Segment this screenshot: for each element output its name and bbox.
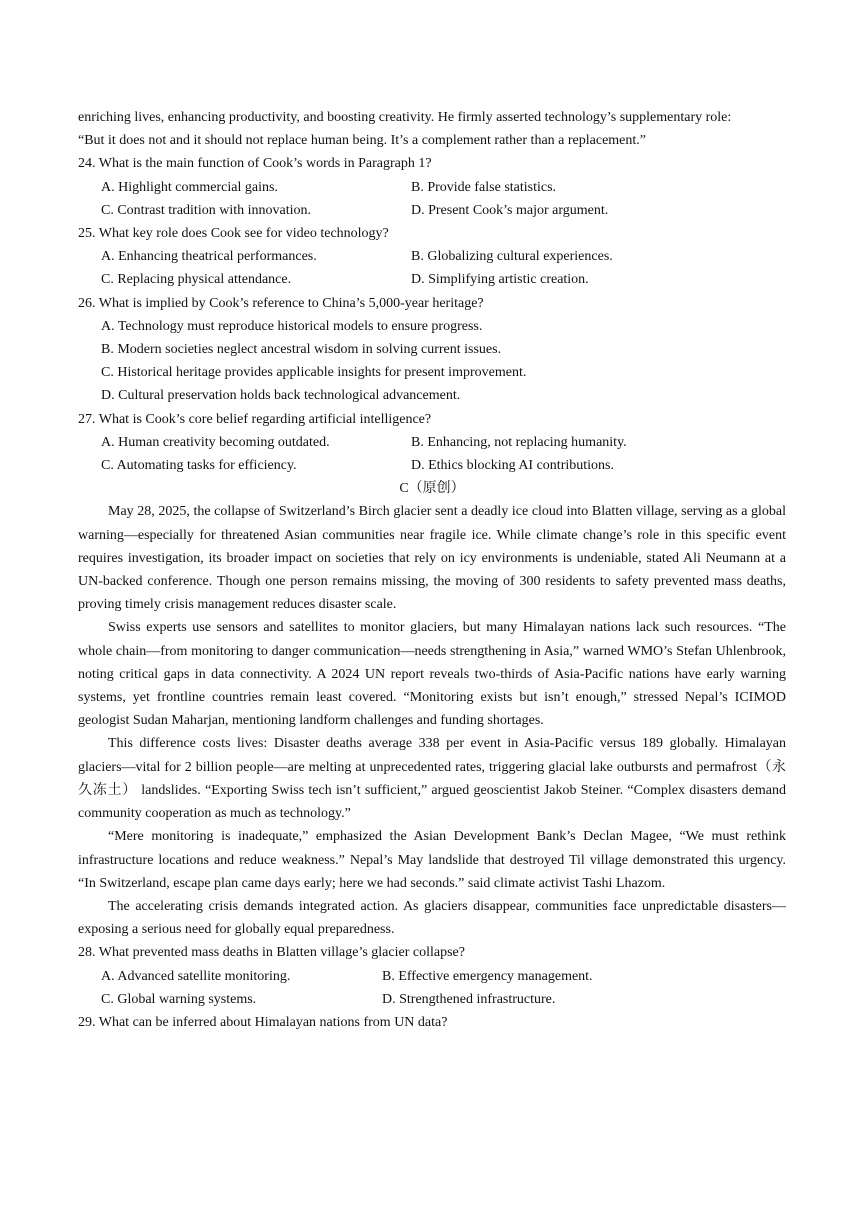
option-a: A. Technology must reproduce historical models to ensure progress. (101, 318, 483, 334)
question-27 (78, 408, 786, 478)
option-c: C. Contrast tradition with innovation. (101, 202, 311, 218)
option-row (78, 176, 786, 199)
option-c: C. Automating tasks for efficiency. (101, 458, 297, 474)
passage-paragraph-5: The accelerating crisis demands integrated action. As glaciers disappear, communities face unpredictable disasters—exposing a serious need for globally equal preparedness. (78, 898, 786, 938)
option-a: A. Human creativity becoming outdated. (101, 434, 330, 450)
passage-paragraph-3: This difference costs lives: Disaster deaths average 338 per event in Asia-Pacific versus 189 globally. Himalayan glaciers—vital for 2 billion people—are melting at unprecedented rates, triggering glacial lake outbursts and permafrost（永久冻土） landslides. “Exporting Swiss tech isn’t sufficient,” argued geoscientist Jakob Steiner. “Complex disasters demand community cooperation as much as technology.” (78, 736, 786, 822)
option-row (78, 454, 786, 477)
option-d: D. Strengthened infrastructure. (382, 991, 556, 1007)
option-row (78, 199, 786, 222)
option-b: B. Modern societies neglect ancestral wisdom in solving current issues. (101, 342, 502, 358)
passage-paragraph-4: “Mere monitoring is inadequate,” emphasized the Asian Development Bank’s Declan Magee, “We must rethink infrastructure locations and reduce weakness.” Nepal’s May landslide that destroyed Til village demonstrated this urgency. “In Switzerland, escape plan came days early; here we had seconds.” said climate activist Tashi Lhazom. (78, 829, 786, 891)
option-c: C. Replacing physical attendance. (101, 272, 292, 288)
option-a: A. Highlight commercial gains. (101, 179, 278, 195)
passage-paragraph-2: Swiss experts use sensors and satellites to monitor glaciers, but many Himalayan nations lack such resources. “The whole chain—from monitoring to danger communication—needs strengthening in Asia,” warned WMO’s Stefan Uhlenbrook, noting critical gaps in data connectivity. A 2024 UN report reveals two-thirds of Asia-Pacific nations have early warning systems, yet frontline countries remain least covered. “Monitoring exists but isn’t enough,” stressed Nepal’s ICIMOD geologist Sudan Maharjan, mentioning landform challenges and funding shortages. (78, 620, 786, 729)
intro-line-1: enriching lives, enhancing productivity, and boosting creativity. He firmly asserted technology’s supplementary role: (78, 110, 732, 125)
option-b: B. Provide false statistics. (411, 179, 557, 195)
question-stem: 29. What can be inferred about Himalayan nations from UN data? (78, 1014, 448, 1030)
question-26 (78, 292, 786, 408)
option-row (78, 965, 786, 988)
option-c: C. Historical heritage provides applicable insights for present improvement. (101, 365, 527, 381)
question-stem: 26. What is implied by Cook’s reference to China’s 5,000-year heritage? (78, 295, 484, 311)
option-row (78, 431, 786, 454)
option-d: D. Present Cook’s major argument. (411, 202, 609, 218)
option-row (78, 988, 786, 1011)
question-stem: 27. What is Cook’s core belief regarding artificial intelligence? (78, 411, 432, 427)
question-stem: 28. What prevented mass deaths in Blatten village’s glacier collapse? (78, 945, 465, 961)
option-b: B. Globalizing cultural experiences. (411, 249, 613, 265)
option-c: C. Global warning systems. (101, 991, 257, 1007)
question-28 (78, 941, 786, 1011)
option-row (78, 268, 786, 291)
option-a: A. Enhancing theatrical performances. (101, 249, 317, 265)
option-a: A. Advanced satellite monitoring. (101, 968, 291, 984)
option-b: B. Enhancing, not replacing humanity. (411, 434, 627, 450)
passage-paragraph-1: May 28, 2025, the collapse of Switzerland’s Birch glacier sent a deadly ice cloud into Blatten village, serving as a global warning—especially for threatened Asian communities near fragile ice. While climate change’s role in this specific event requires investigation, its broader impact on societies that rely on icy environments is undeniable, stated Ali Neumann at a UN-backed conference. Though one person remains missing, the moving of 300 residents to safety prevented mass deaths, proving timely crisis management reduces disaster scale. (78, 504, 786, 613)
exam-page (78, 106, 786, 1034)
option-d: D. Ethics blocking AI contributions. (411, 458, 614, 474)
question-stem: 24. What is the main function of Cook’s words in Paragraph 1? (78, 156, 432, 172)
option-d: D. Simplifying artistic creation. (411, 272, 589, 288)
section-c-heading: C（原创） (399, 481, 465, 497)
intro-line-2: “But it does not and it should not replace human being. It’s a complement rather than a replacement.” (78, 133, 646, 149)
option-b: B. Effective emergency management. (382, 968, 593, 984)
question-24 (78, 152, 786, 222)
option-d: D. Cultural preservation holds back technological advancement. (101, 388, 461, 404)
question-29 (78, 1011, 786, 1034)
question-stem: 25. What key role does Cook see for video technology? (78, 226, 389, 242)
question-25 (78, 222, 786, 292)
option-row (78, 245, 786, 268)
